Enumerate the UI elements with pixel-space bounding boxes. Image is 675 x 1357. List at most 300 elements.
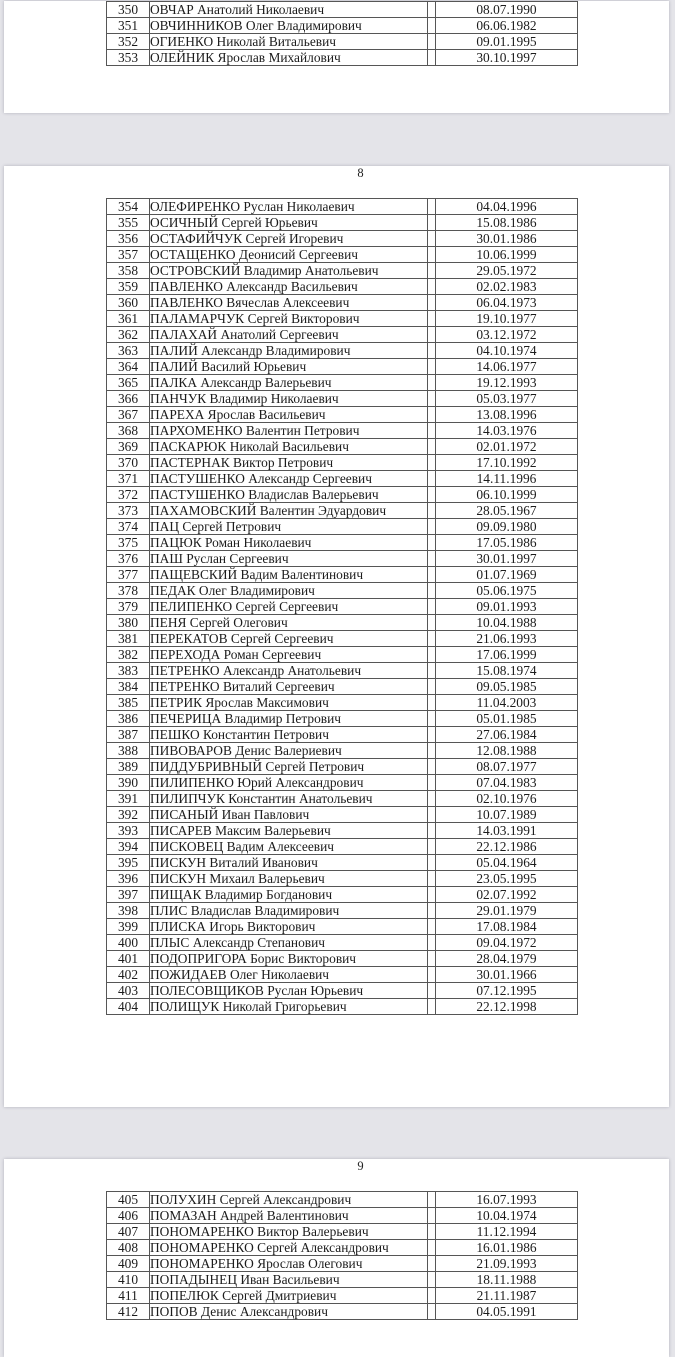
row-number: 408 (107, 1240, 150, 1256)
row-number: 374 (107, 519, 150, 535)
row-name: ПИСКУН Михаил Валерьевич (150, 871, 428, 887)
roster-table (106, 1191, 578, 1320)
column-divider-gap (428, 935, 436, 951)
table-row (107, 407, 578, 423)
row-number: 352 (107, 34, 150, 50)
table-row (107, 1240, 578, 1256)
row-dob: 03.12.1972 (436, 327, 578, 343)
table-row (107, 423, 578, 439)
row-number: 375 (107, 535, 150, 551)
row-number: 399 (107, 919, 150, 935)
page-number: 8 (357, 166, 364, 180)
table-row (107, 471, 578, 487)
table-row (107, 1208, 578, 1224)
row-dob: 16.01.1986 (436, 1240, 578, 1256)
row-name: ПАЛИЙ Василий Юрьевич (150, 359, 428, 375)
column-divider-gap (428, 871, 436, 887)
row-name: ПЕНЯ Сергей Олегович (150, 615, 428, 631)
row-name: ПЕТРЕНКО Виталий Сергеевич (150, 679, 428, 695)
row-name: ПАСТЕРНАК Виктор Петрович (150, 455, 428, 471)
row-dob: 22.12.1986 (436, 839, 578, 855)
row-name: ПЕТРИК Ярослав Максимович (150, 695, 428, 711)
table-row (107, 455, 578, 471)
table-row (107, 951, 578, 967)
row-name: ОСИЧНЫЙ Сергей Юрьевич (150, 215, 428, 231)
row-dob: 30.01.1966 (436, 967, 578, 983)
row-number: 396 (107, 871, 150, 887)
row-number: 369 (107, 439, 150, 455)
table-row (107, 519, 578, 535)
row-name: ПОМАЗАН Андрей Валентинович (150, 1208, 428, 1224)
table-row (107, 327, 578, 343)
row-name: ПОНОМАРЕНКО Сергей Александрович (150, 1240, 428, 1256)
column-divider-gap (428, 567, 436, 583)
row-name: ОСТРОВСКИЙ Владимир Анатольевич (150, 263, 428, 279)
table-row (107, 1288, 578, 1304)
table-row (107, 1272, 578, 1288)
row-dob: 08.07.1977 (436, 759, 578, 775)
column-divider-gap (428, 199, 436, 215)
roster-table (106, 198, 578, 1015)
row-name: ПОНОМАРЕНКО Ярослав Олегович (150, 1256, 428, 1272)
row-dob: 09.09.1980 (436, 519, 578, 535)
row-dob: 28.04.1979 (436, 951, 578, 967)
row-name: ПАВЛЕНКО Александр Васильевич (150, 279, 428, 295)
row-name: ПИСКУН Виталий Иванович (150, 855, 428, 871)
row-number: 355 (107, 215, 150, 231)
table-row (107, 50, 578, 66)
table-row (107, 695, 578, 711)
column-divider-gap (428, 439, 436, 455)
row-number: 392 (107, 807, 150, 823)
row-name: ПЛЫС Александр Степанович (150, 935, 428, 951)
row-name: ПЕШКО Константин Петрович (150, 727, 428, 743)
column-divider-gap (428, 247, 436, 263)
table-row (107, 1224, 578, 1240)
row-dob: 11.12.1994 (436, 1224, 578, 1240)
row-name: ПАСТУШЕНКО Владислав Валерьевич (150, 487, 428, 503)
row-dob: 13.08.1996 (436, 407, 578, 423)
row-number: 372 (107, 487, 150, 503)
column-divider-gap (428, 823, 436, 839)
row-dob: 17.05.1986 (436, 535, 578, 551)
row-name: ПАЦ Сергей Петрович (150, 519, 428, 535)
row-dob: 30.01.1997 (436, 551, 578, 567)
table-row (107, 983, 578, 999)
column-divider-gap (428, 583, 436, 599)
row-number: 363 (107, 343, 150, 359)
table-row (107, 967, 578, 983)
row-name: ПЕРЕХОДА Роман Сергеевич (150, 647, 428, 663)
row-number: 389 (107, 759, 150, 775)
row-dob: 30.01.1986 (436, 231, 578, 247)
row-number: 400 (107, 935, 150, 951)
column-divider-gap (428, 743, 436, 759)
column-divider-gap (428, 34, 436, 50)
column-divider-gap (428, 967, 436, 983)
row-dob: 10.04.1988 (436, 615, 578, 631)
row-number: 405 (107, 1192, 150, 1208)
row-number: 390 (107, 775, 150, 791)
table-row (107, 231, 578, 247)
row-dob: 04.04.1996 (436, 199, 578, 215)
row-dob: 14.03.1991 (436, 823, 578, 839)
table-row (107, 215, 578, 231)
row-name: ОВЧАР Анатолий Николаевич (150, 2, 428, 18)
row-name: ПЕЧЕРИЦА Владимир Петрович (150, 711, 428, 727)
column-divider-gap (428, 1304, 436, 1320)
row-name: ОЛЕЙНИК Ярослав Михайлович (150, 50, 428, 66)
row-name: ПИЛИПЧУК Константин Анатольевич (150, 791, 428, 807)
row-dob: 14.03.1976 (436, 423, 578, 439)
row-number: 384 (107, 679, 150, 695)
row-number: 385 (107, 695, 150, 711)
table-row (107, 775, 578, 791)
row-name: ПОНОМАРЕНКО Виктор Валерьевич (150, 1224, 428, 1240)
row-dob: 02.01.1972 (436, 439, 578, 455)
row-dob: 29.05.1972 (436, 263, 578, 279)
row-number: 370 (107, 455, 150, 471)
table-row (107, 391, 578, 407)
row-number: 386 (107, 711, 150, 727)
row-number: 378 (107, 583, 150, 599)
table-row (107, 2, 578, 18)
row-dob: 06.10.1999 (436, 487, 578, 503)
row-dob: 05.06.1975 (436, 583, 578, 599)
row-name: ПАЩЕВСКИЙ Вадим Валентинович (150, 567, 428, 583)
row-number: 367 (107, 407, 150, 423)
page-gap (0, 113, 675, 128)
row-name: ОСТАЩЕНКО Деонисий Сергеевич (150, 247, 428, 263)
page-previous-partial (4, 1, 669, 113)
row-name: ПЛИСКА Игорь Викторович (150, 919, 428, 935)
row-name: ПАСТУШЕНКО Александр Сергеевич (150, 471, 428, 487)
row-dob: 01.07.1969 (436, 567, 578, 583)
row-number: 403 (107, 983, 150, 999)
table-row (107, 855, 578, 871)
table-row (107, 439, 578, 455)
table-row (107, 823, 578, 839)
row-name: ОЛЕФИРЕНКО Руслан Николаевич (150, 199, 428, 215)
row-number: 376 (107, 551, 150, 567)
row-name: ПЕРЕКАТОВ Сергей Сергеевич (150, 631, 428, 647)
table-row (107, 887, 578, 903)
table-row (107, 535, 578, 551)
column-divider-gap (428, 615, 436, 631)
table-row (107, 551, 578, 567)
row-number: 350 (107, 2, 150, 18)
column-divider-gap (428, 631, 436, 647)
column-divider-gap (428, 1240, 436, 1256)
row-number: 380 (107, 615, 150, 631)
row-number: 382 (107, 647, 150, 663)
column-divider-gap (428, 343, 436, 359)
table-row (107, 583, 578, 599)
column-divider-gap (428, 311, 436, 327)
table-row (107, 903, 578, 919)
row-number: 371 (107, 471, 150, 487)
column-divider-gap (428, 1272, 436, 1288)
column-divider-gap (428, 50, 436, 66)
column-divider-gap (428, 775, 436, 791)
column-divider-gap (428, 1192, 436, 1208)
column-divider-gap (428, 999, 436, 1015)
column-divider-gap (428, 679, 436, 695)
row-number: 398 (107, 903, 150, 919)
table-row (107, 359, 578, 375)
row-name: ПАЦЮК Роман Николаевич (150, 535, 428, 551)
row-number: 360 (107, 295, 150, 311)
row-dob: 21.06.1993 (436, 631, 578, 647)
row-dob: 06.04.1973 (436, 295, 578, 311)
row-dob: 29.01.1979 (436, 903, 578, 919)
column-divider-gap (428, 359, 436, 375)
row-dob: 09.04.1972 (436, 935, 578, 951)
column-divider-gap (428, 711, 436, 727)
row-number: 373 (107, 503, 150, 519)
row-dob: 06.06.1982 (436, 18, 578, 34)
row-dob: 19.10.1977 (436, 311, 578, 327)
row-number: 356 (107, 231, 150, 247)
row-number: 410 (107, 1272, 150, 1288)
row-number: 381 (107, 631, 150, 647)
row-number: 404 (107, 999, 150, 1015)
row-number: 383 (107, 663, 150, 679)
row-name: ПАВЛЕНКО Вячеслав Алексеевич (150, 295, 428, 311)
table-row (107, 487, 578, 503)
row-number: 401 (107, 951, 150, 967)
column-divider-gap (428, 663, 436, 679)
column-divider-gap (428, 487, 436, 503)
row-name: ПОЛЕСОВЩИКОВ Руслан Юрьевич (150, 983, 428, 999)
row-dob: 10.04.1974 (436, 1208, 578, 1224)
row-dob: 19.12.1993 (436, 375, 578, 391)
column-divider-gap (428, 647, 436, 663)
table-row (107, 18, 578, 34)
row-name: ПАХАМОВСКИЙ Валентин Эдуардович (150, 503, 428, 519)
table-row (107, 711, 578, 727)
row-number: 402 (107, 967, 150, 983)
row-name: ОГИЕНКО Николай Витальевич (150, 34, 428, 50)
column-divider-gap (428, 599, 436, 615)
column-divider-gap (428, 919, 436, 935)
row-dob: 27.06.1984 (436, 727, 578, 743)
row-dob: 10.07.1989 (436, 807, 578, 823)
row-number: 394 (107, 839, 150, 855)
table-row (107, 503, 578, 519)
row-name: ПАСКАРЮК Николай Васильевич (150, 439, 428, 455)
row-dob: 07.12.1995 (436, 983, 578, 999)
document-viewer[interactable] (0, 1, 675, 1319)
row-name: ПАШ Руслан Сергеевич (150, 551, 428, 567)
row-name: ПАРЕХА Ярослав Васильевич (150, 407, 428, 423)
table-row (107, 807, 578, 823)
column-divider-gap (428, 695, 436, 711)
row-number: 368 (107, 423, 150, 439)
row-dob: 08.07.1990 (436, 2, 578, 18)
row-number: 362 (107, 327, 150, 343)
column-divider-gap (428, 1288, 436, 1304)
column-divider-gap (428, 2, 436, 18)
row-name: ПАЛАХАЙ Анатолий Сергеевич (150, 327, 428, 343)
page-8 (4, 166, 669, 1107)
table-row (107, 631, 578, 647)
column-divider-gap (428, 951, 436, 967)
row-dob: 23.05.1995 (436, 871, 578, 887)
table-row (107, 727, 578, 743)
column-divider-gap (428, 551, 436, 567)
column-divider-gap (428, 215, 436, 231)
row-name: ПАЛИЙ Александр Владимирович (150, 343, 428, 359)
table-row (107, 919, 578, 935)
column-divider-gap (428, 423, 436, 439)
row-number: 407 (107, 1224, 150, 1240)
table-row (107, 647, 578, 663)
column-divider-gap (428, 391, 436, 407)
row-dob: 09.01.1995 (436, 34, 578, 50)
row-dob: 21.11.1987 (436, 1288, 578, 1304)
column-divider-gap (428, 455, 436, 471)
row-name: ОВЧИННИКОВ Олег Владимирович (150, 18, 428, 34)
table-row (107, 247, 578, 263)
row-number: 358 (107, 263, 150, 279)
row-dob: 04.10.1974 (436, 343, 578, 359)
column-divider-gap (428, 1224, 436, 1240)
column-divider-gap (428, 327, 436, 343)
row-dob: 17.08.1984 (436, 919, 578, 935)
row-name: ПИВОВАРОВ Денис Валериевич (150, 743, 428, 759)
column-divider-gap (428, 759, 436, 775)
table-row (107, 1192, 578, 1208)
row-dob: 09.05.1985 (436, 679, 578, 695)
row-number: 411 (107, 1288, 150, 1304)
row-dob: 30.10.1997 (436, 50, 578, 66)
column-divider-gap (428, 535, 436, 551)
column-divider-gap (428, 519, 436, 535)
row-name: ПОПАДЫНЕЦ Иван Васильевич (150, 1272, 428, 1288)
column-divider-gap (428, 1208, 436, 1224)
table-row (107, 295, 578, 311)
row-name: ПОЛУХИН Сергей Александрович (150, 1192, 428, 1208)
row-name: ПИДДУБРИВНЫЙ Сергей Петрович (150, 759, 428, 775)
row-number: 357 (107, 247, 150, 263)
table-row (107, 343, 578, 359)
column-divider-gap (428, 295, 436, 311)
row-dob: 15.08.1974 (436, 663, 578, 679)
column-divider-gap (428, 263, 436, 279)
row-name: ПЕТРЕНКО Александр Анатольевич (150, 663, 428, 679)
row-name: ПИСАНЫЙ Иван Павлович (150, 807, 428, 823)
row-number: 353 (107, 50, 150, 66)
row-dob: 14.11.1996 (436, 471, 578, 487)
column-divider-gap (428, 279, 436, 295)
row-name: ПИСКОВЕЦ Вадим Алексеевич (150, 839, 428, 855)
row-dob: 18.11.1988 (436, 1272, 578, 1288)
column-divider-gap (428, 471, 436, 487)
row-dob: 02.02.1983 (436, 279, 578, 295)
row-number: 351 (107, 18, 150, 34)
row-name: ПАЛАМАРЧУК Сергей Викторович (150, 311, 428, 327)
row-dob: 21.09.1993 (436, 1256, 578, 1272)
row-number: 365 (107, 375, 150, 391)
column-divider-gap (428, 855, 436, 871)
table-row (107, 567, 578, 583)
row-dob: 22.12.1998 (436, 999, 578, 1015)
row-dob: 16.07.1993 (436, 1192, 578, 1208)
row-number: 393 (107, 823, 150, 839)
page-number: 9 (357, 1159, 364, 1173)
table-row (107, 871, 578, 887)
row-dob: 15.08.1986 (436, 215, 578, 231)
row-name: ПОПОВ Денис Александрович (150, 1304, 428, 1320)
table-row (107, 375, 578, 391)
column-divider-gap (428, 839, 436, 855)
column-divider-gap (428, 407, 436, 423)
row-number: 409 (107, 1256, 150, 1272)
table-row (107, 935, 578, 951)
row-name: ПИЛИПЕНКО Юрий Александрович (150, 775, 428, 791)
table-row (107, 791, 578, 807)
column-divider-gap (428, 727, 436, 743)
row-number: 391 (107, 791, 150, 807)
row-dob: 09.01.1993 (436, 599, 578, 615)
row-number: 395 (107, 855, 150, 871)
row-dob: 10.06.1999 (436, 247, 578, 263)
row-name: ОСТАФИЙЧУК Сергей Игоревич (150, 231, 428, 247)
table-row (107, 311, 578, 327)
row-name: ПОДОПРИГОРА Борис Викторович (150, 951, 428, 967)
row-name: ПЕЛИПЕНКО Сергей Сергеевич (150, 599, 428, 615)
row-name: ПЛИС Владислав Владимирович (150, 903, 428, 919)
table-row (107, 199, 578, 215)
row-number: 377 (107, 567, 150, 583)
row-number: 359 (107, 279, 150, 295)
row-dob: 28.05.1967 (436, 503, 578, 519)
row-number: 366 (107, 391, 150, 407)
row-name: ПОЖИДАЕВ Олег Николаевич (150, 967, 428, 983)
row-number: 364 (107, 359, 150, 375)
row-number: 387 (107, 727, 150, 743)
row-dob: 07.04.1983 (436, 775, 578, 791)
row-dob: 05.04.1964 (436, 855, 578, 871)
table-row (107, 263, 578, 279)
page-9-partial (4, 1159, 669, 1357)
column-divider-gap (428, 903, 436, 919)
row-dob: 17.10.1992 (436, 455, 578, 471)
table-row (107, 1304, 578, 1320)
column-divider-gap (428, 1256, 436, 1272)
table-row (107, 1256, 578, 1272)
column-divider-gap (428, 807, 436, 823)
row-dob: 12.08.1988 (436, 743, 578, 759)
row-dob: 05.01.1985 (436, 711, 578, 727)
row-name: ПЕДАК Олег Владимирович (150, 583, 428, 599)
row-number: 406 (107, 1208, 150, 1224)
row-number: 388 (107, 743, 150, 759)
row-dob: 04.05.1991 (436, 1304, 578, 1320)
column-divider-gap (428, 983, 436, 999)
row-name: ПИСАРЕВ Максим Валерьевич (150, 823, 428, 839)
row-number: 412 (107, 1304, 150, 1320)
table-row (107, 615, 578, 631)
row-dob: 17.06.1999 (436, 647, 578, 663)
table-row (107, 34, 578, 50)
column-divider-gap (428, 791, 436, 807)
page-gap (0, 1107, 675, 1121)
column-divider-gap (428, 887, 436, 903)
row-name: ПОПЕЛЮК Сергей Дмитриевич (150, 1288, 428, 1304)
row-dob: 14.06.1977 (436, 359, 578, 375)
